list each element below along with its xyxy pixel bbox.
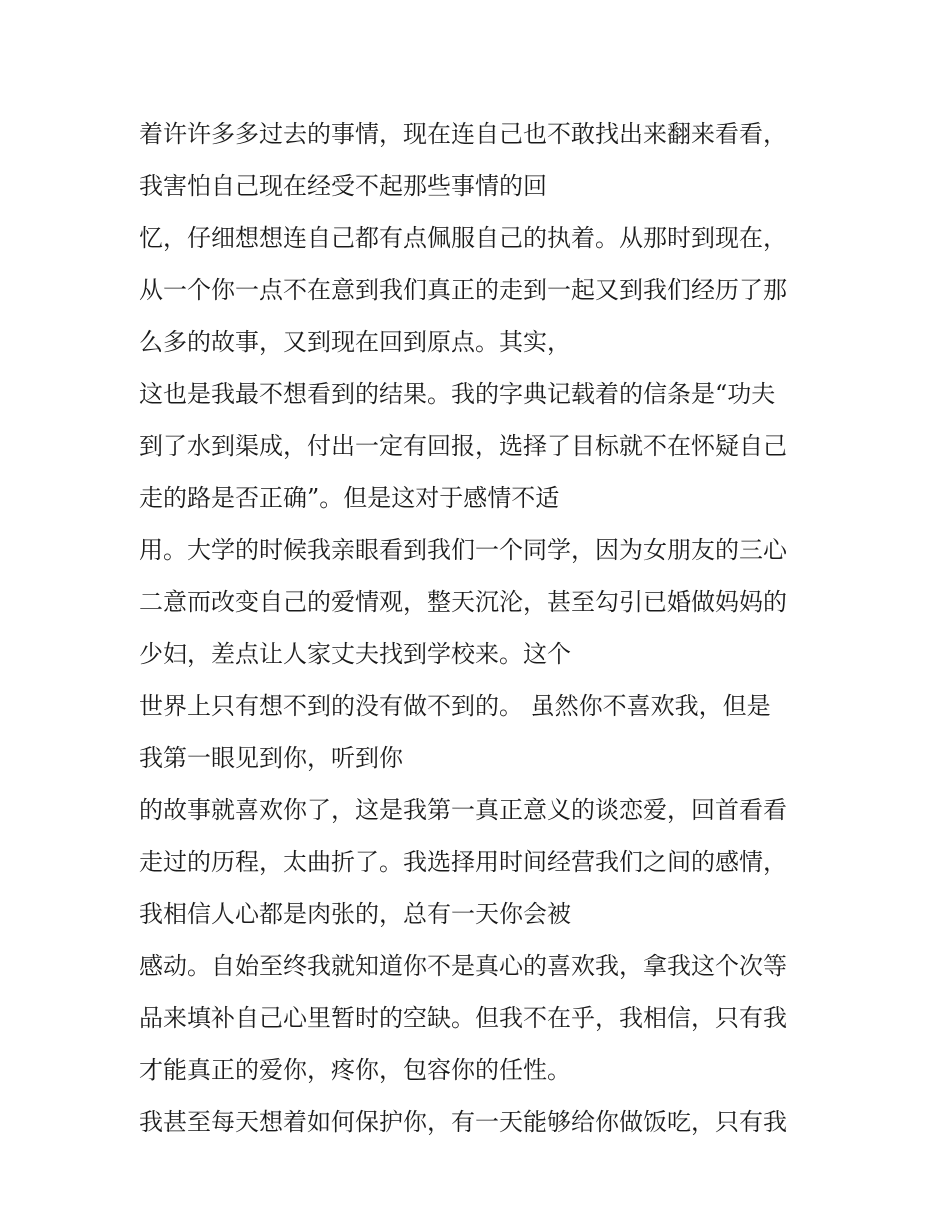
text-line: 我相信人心都是肉张的，总有一天你会被 <box>139 900 571 928</box>
text-line: 才能真正的爱你，疼你，包容你的任性。 <box>139 1056 571 1084</box>
text-line: 少妇，差点让人家丈夫找到学校来。这个 <box>139 640 571 668</box>
text-line: 我害怕自己现在经受不起那些事情的回 <box>139 172 547 200</box>
text-line: 到了水到渠成，付出一定有回报，选择了目标就不在怀疑自己 <box>139 432 787 460</box>
text-line: 从一个你一点不在意到我们真正的走到一起又到我们经历了那 <box>139 276 787 304</box>
text-line: 我甚至每天想着如何保护你，有一天能够给你做饭吃，只有我 <box>139 1108 787 1136</box>
text-line: 么多的故事，又到现在回到原点。其实， <box>139 328 571 356</box>
text-line: 这也是我最不想看到的结果。我的字典记载着的信条是“功夫 <box>139 380 776 408</box>
text-line: 走过的历程，太曲折了。我选择用时间经营我们之间的感情， <box>139 848 787 876</box>
body-text <box>139 108 839 1148</box>
text-line: 着许许多多过去的事情，现在连自己也不敢找出来翻来看看， <box>139 120 787 148</box>
text-line: 二意而改变自己的爱情观，整天沉沦，甚至勾引已婚做妈妈的 <box>139 588 787 616</box>
text-line: 我第一眼见到你，听到你 <box>139 744 403 772</box>
text-line: 品来填补自己心里暂时的空缺。但我不在乎，我相信，只有我 <box>139 1004 787 1032</box>
text-line: 用。大学的时候我亲眼看到我们一个同学，因为女朋友的三心 <box>139 536 787 564</box>
text-line: 的故事就喜欢你了，这是我第一真正意义的谈恋爱，回首看看 <box>139 796 787 824</box>
text-line: 感动。自始至终我就知道你不是真心的喜欢我，拿我这个次等 <box>139 952 787 980</box>
text-line: 忆，仔细想想连自己都有点佩服自己的执着。从那时到现在， <box>139 224 787 252</box>
text-line: 世界上只有想不到的没有做不到的。 虽然你不喜欢我，但是 <box>139 692 771 720</box>
text-line: 走的路是否正确”。但是这对于感情不适 <box>139 484 560 512</box>
